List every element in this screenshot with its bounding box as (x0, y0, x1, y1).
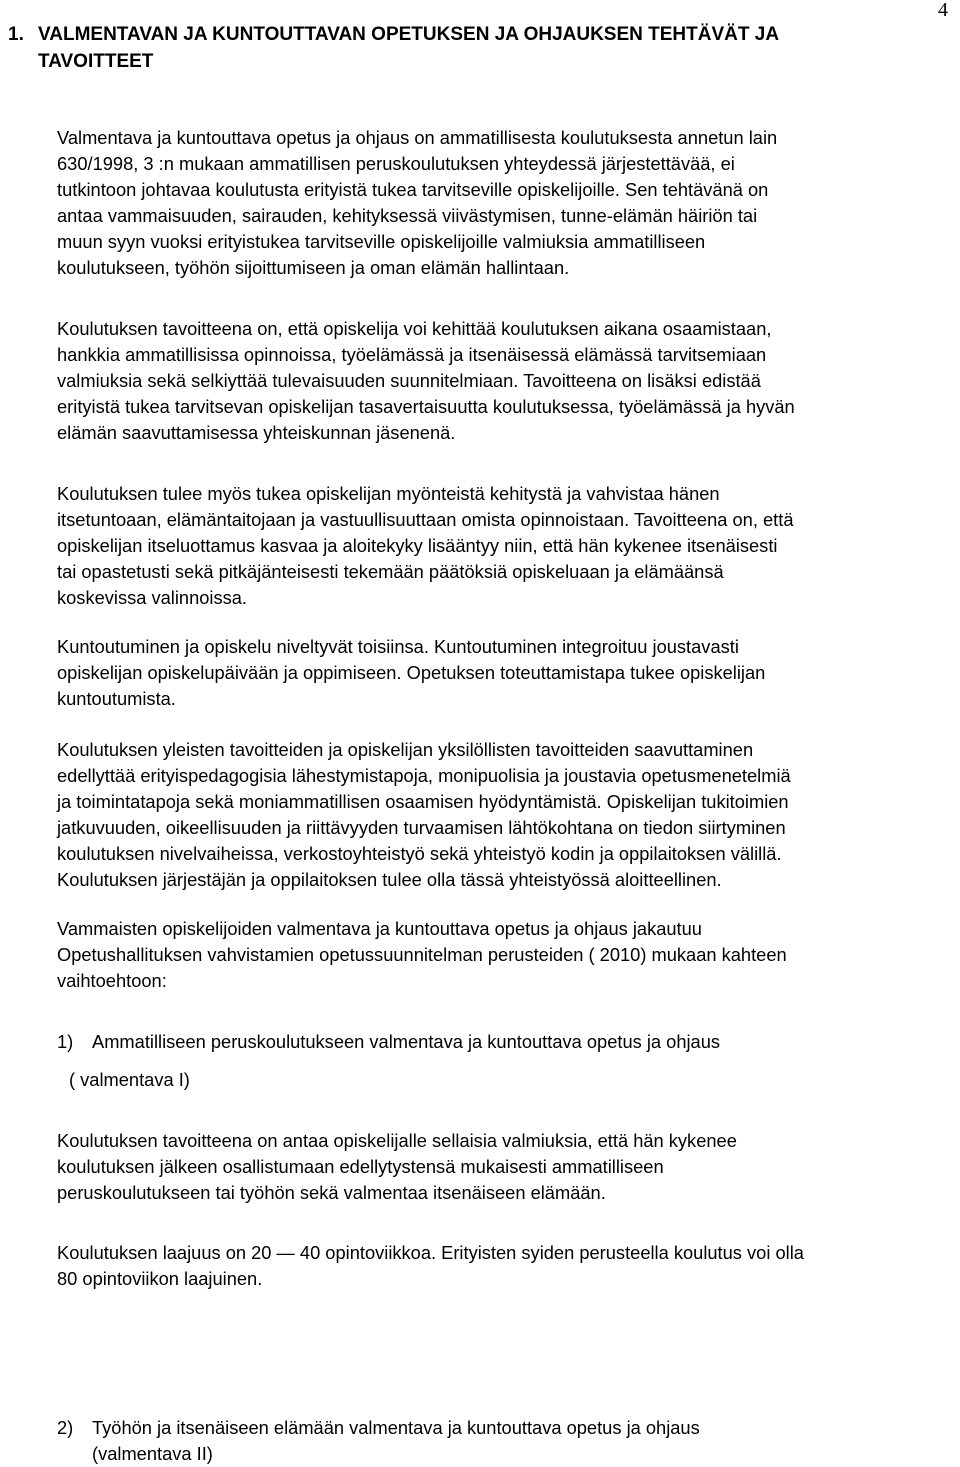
paragraph-rehabilitation: Kuntoutuminen ja opiskelu niveltyvät toisiinsa. Kuntoutuminen integroituu joustavasti opiskelijan opiskelupäivään ja oppimiseen. Opetuksen toteuttamistapa tukee opiskelijan kuntoutumista. (57, 636, 766, 709)
paragraph-pedagogy: Koulutuksen yleisten tavoitteiden ja opiskelijan yksilöllisten tavoitteiden saavuttaminen edellyttää erityispedagogisia lähestymistapoja, monipuolisia ja joustavia opetusmenetelmiä ja toimintatapoja sekä moniammatillisen osaamisen hyödyntämistä. Opiskelijan tukitoimien jatkuvuuden, oikeellisuuden ja riittävyyden turvaamisen lähtökohtana on tiedon siirtyminen koulutuksen nivelvaiheissa, verkostoyhteistyö sekä yhteistyö kodin ja oppilaitoksen välillä. Koulutuksen järjestäjän ja oppilaitoksen tulee olla tässä yhteistyössä aloitteellinen. (57, 739, 791, 890)
heading-line-2: TAVOITTEET (38, 51, 154, 72)
paragraph-intro: Valmentava ja kuntouttava opetus ja ohjaus on ammatillisesta koulutuksesta annetun lain 630/1998, 3 :n mukaan ammatillisen peruskoulutuksen yhteydessä järjestettävää, ei tutkintoon johtavaa koulutusta erityistä tukea tarvitseville opiskelijoille. Sen tehtävänä on antaa vammaisuuden, sairauden, kehityksessä viivästymisen, tunne-elämän häiriön tai muun syyn vuoksi erityistukea tarvitseville opiskelijoille valmiuksia ammatilliseen koulutukseen, työhön sijoittumiseen ja oman elämän hallintaan. (57, 127, 778, 278)
paragraph-support: Koulutuksen tulee myös tukea opiskelijan myönteistä kehitystä ja vahvistaa hänen itsetuntoaan, elämäntaitojaan ja vastuullisuuttaan omista opinnoistaan. Tavoitteena on, että opiskelijan itseluottamus kasvaa ja aloitekyky lisääntyy niin, että hän kykenee itsenäisesti tai opastetusti sekä pitkäjänteisesti tekemään päätöksiä opiskeluaan ja elämäänsä koskevissa valinnoissa. (57, 483, 794, 608)
paragraph-valmentava-1-goal: Koulutuksen tavoitteena on antaa opiskelijalle sellaisia valmiuksia, että hän kykenee koulutuksen jälkeen osallistumaan edellytystensä mukaisesti ammatilliseen peruskoulutukseen tai työhön sekä valmentaa itsenäiseen elämään. (57, 1130, 737, 1203)
section-heading (8, 21, 958, 75)
list-item-text: Työhön ja itsenäiseen elämään valmentava ja kuntouttava opetus ja ohjaus (92, 1417, 700, 1438)
paragraph-goals: Koulutuksen tavoitteena on, että opiskelija voi kehittää koulutuksen aikana osaamistaan, hankkia ammatillisissa opinnoissa, työelämässä ja itsenäisessä elämässä tarvitsemiaan valmiuksia sekä selkiyttää tulevaisuuden suunnitelmiaan. Tavoitteena on lisäksi edistää erityistä tukea tarvitsevan opiskelijan tasavertaisuutta koulutuksessa, työelämässä ja hyvän elämän saavuttamisessa yhteiskunnan jäsenenä. (57, 318, 795, 443)
heading-number: 1. (8, 24, 24, 45)
list-item-2-sub: (valmentava II) (92, 1443, 213, 1464)
paragraph-division: Vammaisten opiskelijoiden valmentava ja kuntouttava opetus ja ohjaus jakautuu Opetushallituksen vahvistamien opetussuunnitelman perusteiden ( 2010) mukaan kahteen vaihtoehtoon: (57, 918, 787, 991)
list-marker: 1) (57, 1031, 74, 1052)
page-number: 4 (938, 0, 948, 21)
list-item-2 (57, 1415, 960, 1441)
paragraph-scope: Koulutuksen laajuus on 20 — 40 opintoviikkoa. Erityisten syiden perusteella koulutus voi olla 80 opintoviikon laajuinen. (57, 1242, 804, 1289)
list-item-1-sub: ( valmentava I) (69, 1069, 190, 1090)
list-item-text: Ammatilliseen peruskoulutukseen valmentava ja kuntouttava opetus ja ohjaus (92, 1031, 721, 1052)
list-item-1 (57, 1029, 960, 1055)
heading-line-1: VALMENTAVAN JA KUNTOUTTAVAN OPETUKSEN JA OHJAUKSEN TEHTÄVÄT JA (38, 24, 780, 45)
list-marker: 2) (57, 1417, 74, 1438)
